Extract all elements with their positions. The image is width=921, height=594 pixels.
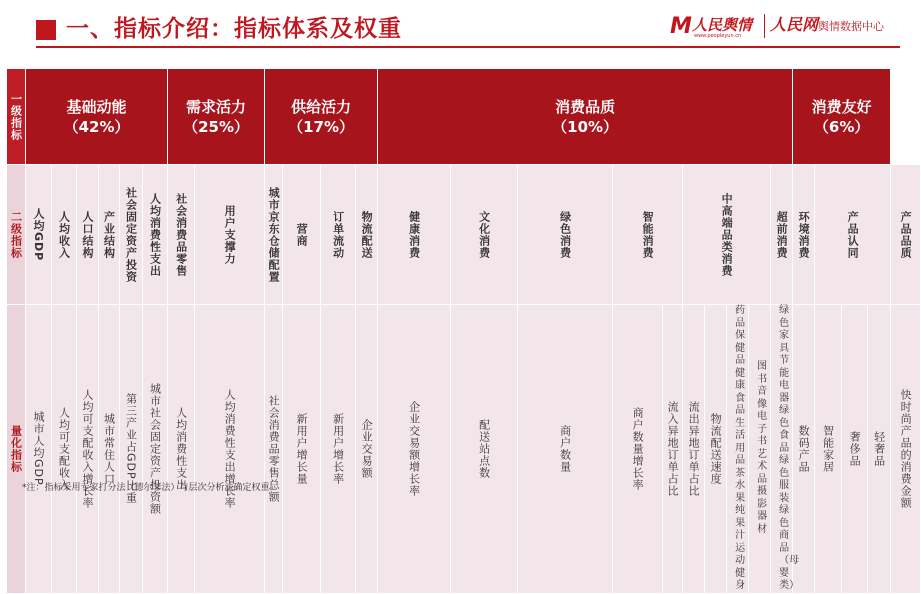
level1-row [7, 69, 921, 165]
level2-cell: 人均消费性支出 [143, 165, 168, 305]
people-daily-logo-icon: M [670, 14, 692, 39]
group-demand-vitality [168, 69, 265, 165]
health-item: 茶 [735, 467, 746, 479]
quant-cell: 城市社会固定资产投资额 [143, 305, 168, 594]
group-supply-vitality [265, 69, 378, 165]
quant-cell: 企业交易额 [356, 305, 378, 594]
group-weight: （42%） [63, 117, 130, 136]
culture-item: 图书 [757, 361, 768, 385]
quant-cell: 新用户增长率 [321, 305, 356, 594]
health-item: 纯果汁 [735, 505, 746, 541]
culture-item: 摄影器材 [757, 486, 768, 535]
health-item: 水果 [735, 480, 746, 504]
quant-cell: 智能家居 [815, 305, 842, 594]
level2-cell: 订单流动 [321, 165, 356, 305]
quant-cell: 城市常住人口 [99, 305, 120, 594]
quant-cell: 流出异地订单占比 [683, 305, 705, 594]
green-item: 绿色家具 [779, 305, 790, 354]
green-item: 绿色食品 [779, 405, 790, 454]
quant-row [7, 305, 921, 594]
quant-cell: 流入异地订单占比 [663, 305, 683, 594]
slide-header [0, 0, 900, 50]
quant-cell: 物流配送速度 [705, 305, 727, 594]
people-daily-logo-text: 人民舆情 [692, 16, 753, 34]
quant-label: 量化指标 [7, 305, 26, 594]
quant-cell: 快时尚产品的消费金额 [891, 305, 921, 594]
group-weight: （6%） [813, 117, 870, 136]
quant-cell: 奢侈品 [842, 305, 868, 594]
logo-separator [764, 14, 765, 38]
quant-cell: 人均消费性支出 [168, 305, 195, 594]
level2-cell: 人均收入 [52, 165, 77, 305]
group-weight: （25%） [183, 117, 250, 136]
group-name: 需求活力 [186, 97, 247, 116]
level2-cell: 社会消费品零售 [168, 165, 195, 305]
quant-cell-green [771, 305, 800, 594]
people-daily-logo [670, 8, 760, 42]
level2-cell: 物流配送 [356, 165, 378, 305]
group-basic-momentum [26, 69, 168, 165]
culture-item: 音像 [757, 386, 768, 410]
level2-cell: 智能消费 [613, 165, 683, 305]
indicator-table [6, 68, 921, 594]
quant-cell: 数码产品 [793, 305, 815, 594]
level2-cell: 健康消费 [378, 165, 451, 305]
footnote: *注：指标采用专家打分法（德尔菲法）与层次分析法确定权重. [22, 483, 273, 493]
level2-cell: 人口结构 [77, 165, 99, 305]
quant-cell: 商户数量 [518, 305, 613, 594]
people-net-logo [770, 12, 884, 35]
level2-label: 二级指标 [7, 165, 26, 305]
group-name: 基础动能 [66, 97, 127, 116]
group-name: 消费友好 [811, 97, 872, 116]
group-consumption-friendly [793, 69, 891, 165]
quant-cell: 商户数量增长率 [613, 305, 663, 594]
title-marker [36, 20, 56, 40]
quant-cell-culture [749, 305, 771, 594]
level2-cell: 产品认同 [815, 165, 891, 305]
level2-cell: 营商 [283, 165, 321, 305]
level2-row [7, 165, 921, 305]
level2-cell: 环境消费 [793, 165, 815, 305]
level2-cell: 用户支撑力 [195, 165, 265, 305]
people-daily-logo-url: www.peopleyun.cn [694, 33, 742, 39]
quant-cell: 轻奢品 [868, 305, 891, 594]
quant-cell: 人均消费性支出增长率 [195, 305, 265, 594]
health-item: 生活用品 [735, 417, 746, 466]
group-weight: （17%） [288, 117, 355, 136]
group-consumption-quality [378, 69, 793, 165]
green-item: 绿色商品（母婴类） [779, 505, 800, 591]
people-net-logo-text: 人民网 [770, 15, 819, 34]
level2-cell: 社会固定资产投资 [120, 165, 143, 305]
quant-cell: 人均可支配收入增长率 [77, 305, 99, 594]
level2-cell: 人均GDP [26, 165, 52, 305]
group-name: 消费品质 [555, 97, 616, 116]
quant-cell: 第三产业占GDP比重 [120, 305, 143, 594]
health-item: 健康食品 [735, 367, 746, 416]
page-title: 一、指标介绍：指标体系及权重 [66, 16, 402, 42]
level2-cell: 绿色消费 [518, 165, 613, 305]
level2-cell: 超前消费 [771, 165, 793, 305]
quant-cell: 城市人均GDP [26, 305, 52, 594]
header-rule [36, 46, 900, 48]
people-net-logo-sub: 舆情数据中心 [818, 20, 885, 33]
culture-item: 电子书 [757, 411, 768, 448]
quant-cell: 企业交易额增长率 [378, 305, 451, 594]
health-item: 保健品 [735, 330, 746, 366]
culture-item: 艺术品 [757, 448, 768, 485]
green-item: 绿色服装 [779, 455, 790, 504]
level2-cell: 产业结构 [99, 165, 120, 305]
quant-cell: 新用户增长量 [283, 305, 321, 594]
quant-cell: 社会消费品零售总额 [265, 305, 283, 594]
quant-cell-health [727, 305, 749, 594]
health-item: 药品 [735, 305, 746, 329]
level2-cell: 产品品质 [891, 165, 921, 305]
level2-cell: 中高端品类消费 [683, 165, 771, 305]
level2-cell: 城市京东仓储配置 [265, 165, 283, 305]
level2-cell: 文化消费 [451, 165, 518, 305]
group-weight: （10%） [552, 117, 619, 136]
quant-cell: 人均可支配收入 [52, 305, 77, 594]
green-item: 节能电器 [779, 355, 790, 404]
quant-cell: 配送站点数 [451, 305, 518, 594]
health-item: 运动健身 [735, 542, 746, 591]
group-name: 供给活力 [291, 97, 352, 116]
level1-label: 一级指标 [7, 69, 26, 165]
